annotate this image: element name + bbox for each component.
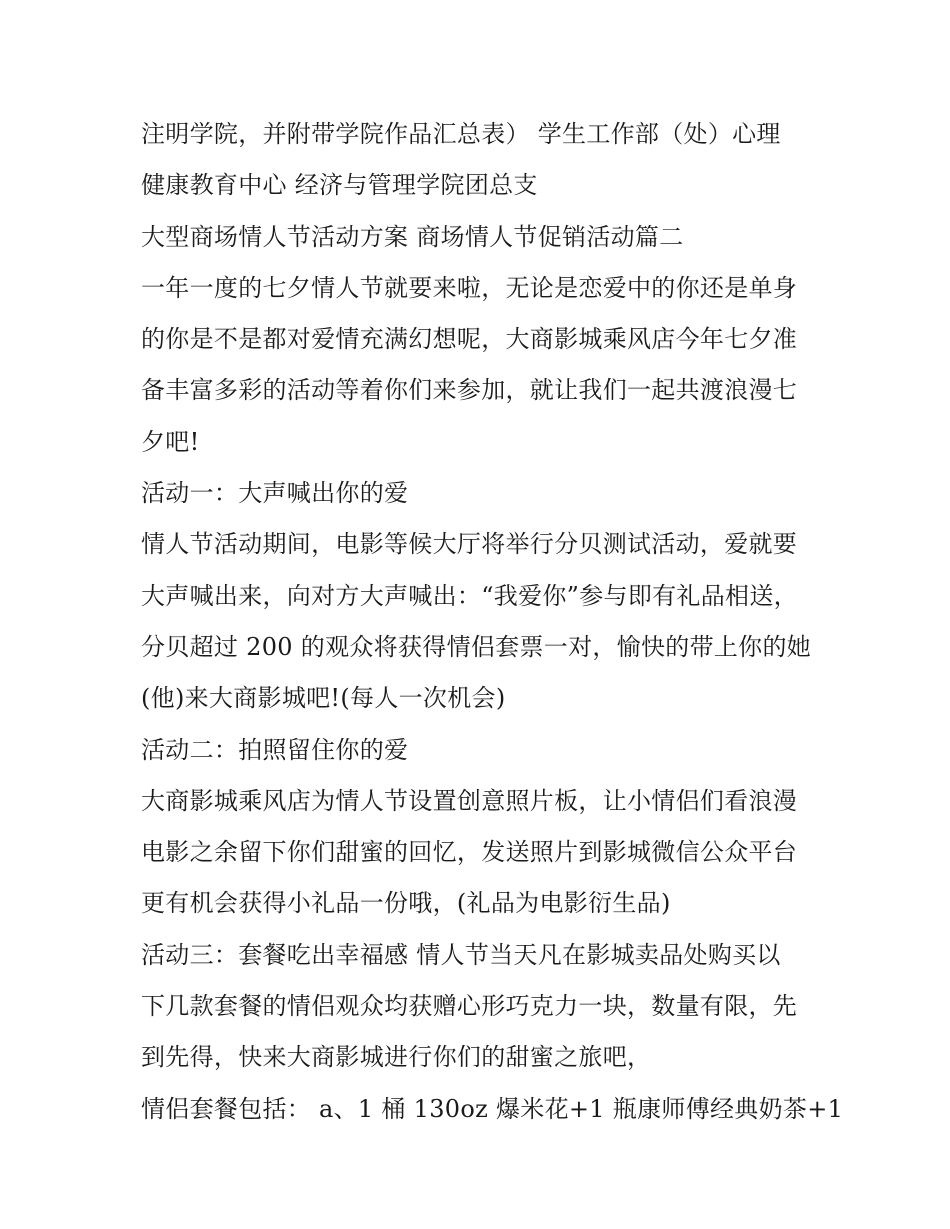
text-line: 更有机会获得小礼品一份哦，(礼品为电影衍生品) — [141, 889, 671, 918]
text-line: 大声喊出来，向对方大声喊出：“我爱你”参与即有礼品相送， — [141, 581, 798, 610]
text-line: 电影之余留下你们甜蜜的回忆，发送照片到影城微信公众平台 — [141, 838, 798, 867]
activity-heading: 活动二：拍照留住你的爱 — [141, 735, 409, 764]
text-line: 到先得，快来大商影城进行你们的甜蜜之旅吧， — [141, 1043, 652, 1072]
text-line: (他)来大商影城吧!(每人一次机会) — [141, 684, 506, 713]
section-heading: 大型商场情人节活动方案 商场情人节促销活动篇二 — [141, 222, 684, 251]
text-line: 情人节活动期间，电影等候大厅将举行分贝测试活动，爱就要 — [141, 530, 798, 559]
activity-heading: 活动三：套餐吃出幸福感 情人节当天凡在影城卖品处购买以 — [141, 940, 781, 969]
text-line: 大商影城乘风店为情人节设置创意照片板，让小情侣们看浪漫 — [141, 786, 798, 815]
text-line: 健康教育中心 经济与管理学院团总支 — [141, 171, 538, 200]
text-line: 注明学院，并附带学院作品汇总表） 学生工作部（处）心理 — [141, 120, 781, 148]
document-body — [141, 109, 844, 1135]
text-line: 分贝超过 200 的观众将获得情侣套票一对，愉快的带上你的她 — [141, 632, 812, 661]
text-line: 下几款套餐的情侣观众均获赠心形巧克力一块，数量有限，先 — [141, 992, 798, 1021]
text-line: 备丰富多彩的活动等着你们来参加，就让我们一起共渡浪漫七 — [141, 376, 798, 405]
text-line: 夕吧! — [141, 427, 200, 456]
activity-heading: 活动一：大声喊出你的爱 — [141, 479, 409, 508]
text-line: 一年一度的七夕情人节就要来啦，无论是恋爱中的你还是单身 — [141, 273, 798, 302]
text-line: 情侣套餐包括： a、1 桶 130oz 爆米花+1 瓶康师傅经典奶茶+1 — [141, 1094, 844, 1123]
text-line: 的你是不是都对爱情充满幻想呢，大商影城乘风店今年七夕准 — [141, 325, 798, 354]
